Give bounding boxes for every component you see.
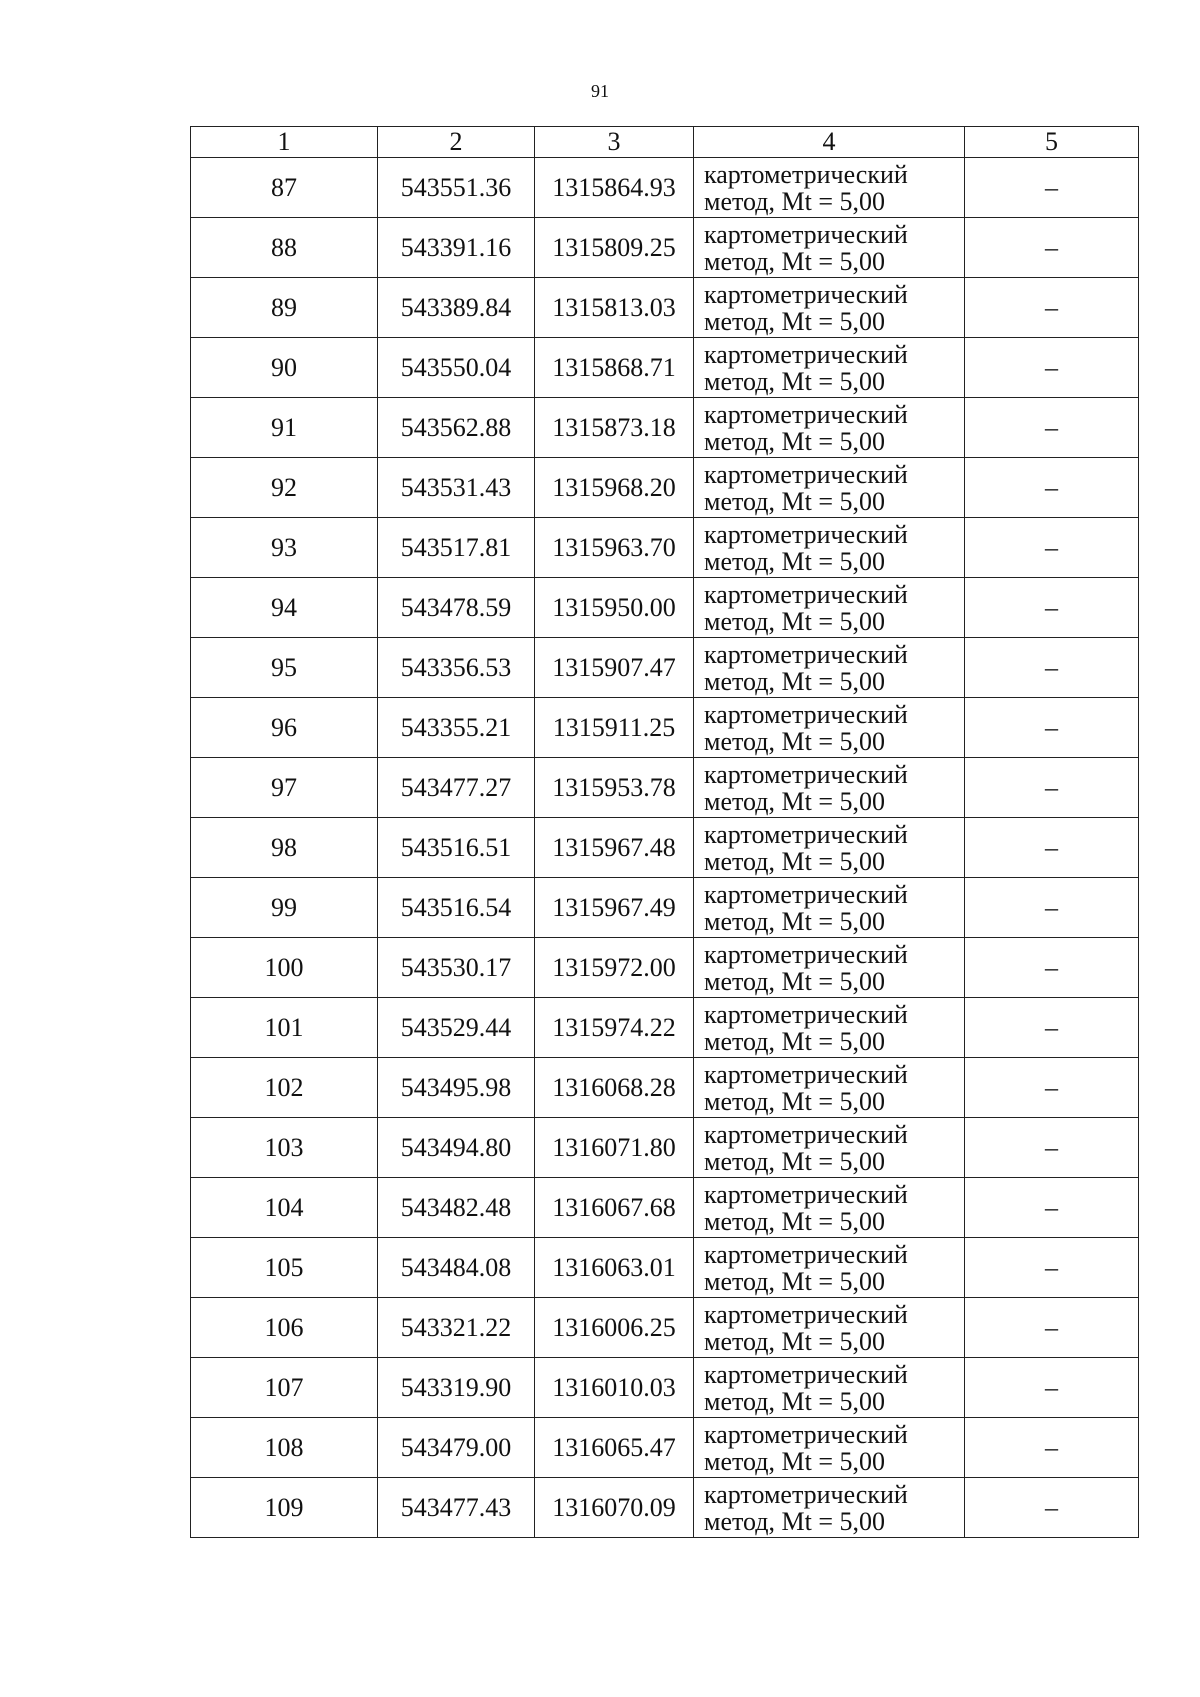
empty-mark-cell: – (965, 1418, 1139, 1478)
empty-mark-cell: – (965, 938, 1139, 998)
empty-mark-cell: – (965, 518, 1139, 578)
method-line-2: метод, Mt = 5,00 (704, 246, 885, 276)
method-cell (694, 1418, 965, 1478)
y-coordinate-cell: 1316067.68 (535, 1178, 694, 1238)
header-col-1: 1 (191, 127, 378, 158)
method-line-1: картометрический (704, 879, 908, 909)
x-coordinate-cell: 543477.43 (378, 1478, 535, 1538)
method-cell (694, 518, 965, 578)
method-cell (694, 938, 965, 998)
method-line-2: метод, Mt = 5,00 (704, 786, 885, 816)
method-line-2: метод, Mt = 5,00 (704, 726, 885, 756)
empty-mark-cell: – (965, 878, 1139, 938)
table-row (191, 878, 1139, 938)
point-number-cell: 96 (191, 698, 378, 758)
y-coordinate-cell: 1316068.28 (535, 1058, 694, 1118)
y-coordinate-cell: 1315974.22 (535, 998, 694, 1058)
method-line-1: картометрический (704, 579, 908, 609)
x-coordinate-cell: 543551.36 (378, 158, 535, 218)
y-coordinate-cell: 1316010.03 (535, 1358, 694, 1418)
method-cell (694, 998, 965, 1058)
x-coordinate-cell: 543484.08 (378, 1238, 535, 1298)
empty-mark-cell: – (965, 1298, 1139, 1358)
x-coordinate-cell: 543516.51 (378, 818, 535, 878)
method-line-1: картометрический (704, 1239, 908, 1269)
x-coordinate-cell: 543321.22 (378, 1298, 535, 1358)
point-number-cell: 91 (191, 398, 378, 458)
table-row (191, 578, 1139, 638)
method-line-2: метод, Mt = 5,00 (704, 846, 885, 876)
method-line-1: картометрический (704, 699, 908, 729)
empty-mark-cell: – (965, 578, 1139, 638)
method-line-2: метод, Mt = 5,00 (704, 1326, 885, 1356)
table-row (191, 1178, 1139, 1238)
empty-mark-cell: – (965, 998, 1139, 1058)
header-col-4: 4 (694, 127, 965, 158)
coordinates-table (190, 126, 1139, 1538)
method-line-1: картометрический (704, 339, 908, 369)
method-line-1: картометрический (704, 1119, 908, 1149)
x-coordinate-cell: 543530.17 (378, 938, 535, 998)
table-row (191, 818, 1139, 878)
table-row (191, 1358, 1139, 1418)
method-line-1: картометрический (704, 939, 908, 969)
point-number-cell: 88 (191, 218, 378, 278)
empty-mark-cell: – (965, 638, 1139, 698)
method-line-1: картометрический (704, 519, 908, 549)
y-coordinate-cell: 1315813.03 (535, 278, 694, 338)
method-line-2: метод, Mt = 5,00 (704, 1146, 885, 1176)
method-line-1: картометрический (704, 819, 908, 849)
table-row (191, 338, 1139, 398)
table-header (191, 127, 1139, 158)
y-coordinate-cell: 1315963.70 (535, 518, 694, 578)
table-row (191, 278, 1139, 338)
empty-mark-cell: – (965, 1478, 1139, 1538)
method-line-2: метод, Mt = 5,00 (704, 1026, 885, 1056)
y-coordinate-cell: 1315968.20 (535, 458, 694, 518)
method-line-2: метод, Mt = 5,00 (704, 186, 885, 216)
y-coordinate-cell: 1315864.93 (535, 158, 694, 218)
y-coordinate-cell: 1316006.25 (535, 1298, 694, 1358)
point-number-cell: 97 (191, 758, 378, 818)
method-line-1: картометрический (704, 1359, 908, 1389)
method-line-1: картометрический (704, 639, 908, 669)
table-row (191, 638, 1139, 698)
method-line-2: метод, Mt = 5,00 (704, 966, 885, 996)
method-line-1: картометрический (704, 999, 908, 1029)
method-line-2: метод, Mt = 5,00 (704, 606, 885, 636)
x-coordinate-cell: 543531.43 (378, 458, 535, 518)
point-number-cell: 94 (191, 578, 378, 638)
table-row (191, 698, 1139, 758)
method-cell (694, 218, 965, 278)
y-coordinate-cell: 1316071.80 (535, 1118, 694, 1178)
method-line-2: метод, Mt = 5,00 (704, 1206, 885, 1236)
method-cell (694, 158, 965, 218)
table-row (191, 1298, 1139, 1358)
x-coordinate-cell: 543550.04 (378, 338, 535, 398)
table-row (191, 218, 1139, 278)
point-number-cell: 109 (191, 1478, 378, 1538)
method-cell (694, 458, 965, 518)
y-coordinate-cell: 1315868.71 (535, 338, 694, 398)
y-coordinate-cell: 1315967.49 (535, 878, 694, 938)
method-line-1: картометрический (704, 159, 908, 189)
empty-mark-cell: – (965, 1358, 1139, 1418)
x-coordinate-cell: 543355.21 (378, 698, 535, 758)
method-line-1: картометрический (704, 1179, 908, 1209)
point-number-cell: 101 (191, 998, 378, 1058)
x-coordinate-cell: 543389.84 (378, 278, 535, 338)
y-coordinate-cell: 1315911.25 (535, 698, 694, 758)
header-col-5: 5 (965, 127, 1139, 158)
empty-mark-cell: – (965, 1118, 1139, 1178)
method-cell (694, 638, 965, 698)
table-row (191, 518, 1139, 578)
method-line-1: картометрический (704, 1059, 908, 1089)
method-cell (694, 1058, 965, 1118)
table-row (191, 758, 1139, 818)
table-row (191, 158, 1139, 218)
x-coordinate-cell: 543516.54 (378, 878, 535, 938)
method-line-2: метод, Mt = 5,00 (704, 306, 885, 336)
table-row (191, 1118, 1139, 1178)
y-coordinate-cell: 1315907.47 (535, 638, 694, 698)
method-cell (694, 818, 965, 878)
method-cell (694, 878, 965, 938)
empty-mark-cell: – (965, 818, 1139, 878)
point-number-cell: 106 (191, 1298, 378, 1358)
method-line-1: картометрический (704, 399, 908, 429)
point-number-cell: 90 (191, 338, 378, 398)
table-row (191, 1478, 1139, 1538)
method-line-2: метод, Mt = 5,00 (704, 1386, 885, 1416)
header-row (191, 127, 1139, 158)
empty-mark-cell: – (965, 1178, 1139, 1238)
table-row (191, 938, 1139, 998)
method-cell (694, 278, 965, 338)
x-coordinate-cell: 543482.48 (378, 1178, 535, 1238)
x-coordinate-cell: 543529.44 (378, 998, 535, 1058)
y-coordinate-cell: 1315809.25 (535, 218, 694, 278)
method-line-1: картометрический (704, 759, 908, 789)
empty-mark-cell: – (965, 698, 1139, 758)
page-number: 91 (591, 81, 609, 101)
method-line-2: метод, Mt = 5,00 (704, 486, 885, 516)
table-row (191, 1058, 1139, 1118)
y-coordinate-cell: 1315967.48 (535, 818, 694, 878)
table-row (191, 1418, 1139, 1478)
method-cell (694, 1178, 965, 1238)
empty-mark-cell: – (965, 218, 1139, 278)
empty-mark-cell: – (965, 458, 1139, 518)
empty-mark-cell: – (965, 758, 1139, 818)
point-number-cell: 89 (191, 278, 378, 338)
x-coordinate-cell: 543479.00 (378, 1418, 535, 1478)
point-number-cell: 105 (191, 1238, 378, 1298)
method-line-2: метод, Mt = 5,00 (704, 1506, 885, 1536)
table-row (191, 458, 1139, 518)
x-coordinate-cell: 543356.53 (378, 638, 535, 698)
method-line-2: метод, Mt = 5,00 (704, 1086, 885, 1116)
method-line-2: метод, Mt = 5,00 (704, 666, 885, 696)
point-number-cell: 98 (191, 818, 378, 878)
point-number-cell: 103 (191, 1118, 378, 1178)
method-line-1: картометрический (704, 459, 908, 489)
point-number-cell: 87 (191, 158, 378, 218)
point-number-cell: 100 (191, 938, 378, 998)
method-line-2: метод, Mt = 5,00 (704, 426, 885, 456)
method-line-2: метод, Mt = 5,00 (704, 546, 885, 576)
x-coordinate-cell: 543478.59 (378, 578, 535, 638)
method-line-1: картометрический (704, 219, 908, 249)
point-number-cell: 102 (191, 1058, 378, 1118)
method-line-2: метод, Mt = 5,00 (704, 1266, 885, 1296)
method-cell (694, 1118, 965, 1178)
method-line-2: метод, Mt = 5,00 (704, 906, 885, 936)
method-cell (694, 1478, 965, 1538)
x-coordinate-cell: 543477.27 (378, 758, 535, 818)
method-line-1: картометрический (704, 1479, 908, 1509)
table-body (191, 158, 1139, 1538)
method-line-2: метод, Mt = 5,00 (704, 366, 885, 396)
empty-mark-cell: – (965, 278, 1139, 338)
empty-mark-cell: – (965, 158, 1139, 218)
table-row (191, 998, 1139, 1058)
y-coordinate-cell: 1316070.09 (535, 1478, 694, 1538)
y-coordinate-cell: 1315972.00 (535, 938, 694, 998)
empty-mark-cell: – (965, 1058, 1139, 1118)
table-row (191, 398, 1139, 458)
y-coordinate-cell: 1316063.01 (535, 1238, 694, 1298)
method-cell (694, 1298, 965, 1358)
point-number-cell: 108 (191, 1418, 378, 1478)
x-coordinate-cell: 543495.98 (378, 1058, 535, 1118)
x-coordinate-cell: 543517.81 (378, 518, 535, 578)
method-line-1: картометрический (704, 279, 908, 309)
empty-mark-cell: – (965, 338, 1139, 398)
point-number-cell: 92 (191, 458, 378, 518)
point-number-cell: 104 (191, 1178, 378, 1238)
point-number-cell: 99 (191, 878, 378, 938)
method-cell (694, 398, 965, 458)
point-number-cell: 107 (191, 1358, 378, 1418)
y-coordinate-cell: 1315873.18 (535, 398, 694, 458)
x-coordinate-cell: 543562.88 (378, 398, 535, 458)
header-col-2: 2 (378, 127, 535, 158)
y-coordinate-cell: 1316065.47 (535, 1418, 694, 1478)
method-cell (694, 1358, 965, 1418)
method-cell (694, 698, 965, 758)
x-coordinate-cell: 543319.90 (378, 1358, 535, 1418)
method-line-2: метод, Mt = 5,00 (704, 1446, 885, 1476)
empty-mark-cell: – (965, 1238, 1139, 1298)
method-cell (694, 1238, 965, 1298)
point-number-cell: 95 (191, 638, 378, 698)
method-cell (694, 338, 965, 398)
header-col-3: 3 (535, 127, 694, 158)
table-row (191, 1238, 1139, 1298)
y-coordinate-cell: 1315950.00 (535, 578, 694, 638)
x-coordinate-cell: 543494.80 (378, 1118, 535, 1178)
empty-mark-cell: – (965, 398, 1139, 458)
method-line-1: картометрический (704, 1299, 908, 1329)
method-line-1: картометрический (704, 1419, 908, 1449)
method-cell (694, 578, 965, 638)
method-cell (694, 758, 965, 818)
point-number-cell: 93 (191, 518, 378, 578)
y-coordinate-cell: 1315953.78 (535, 758, 694, 818)
x-coordinate-cell: 543391.16 (378, 218, 535, 278)
